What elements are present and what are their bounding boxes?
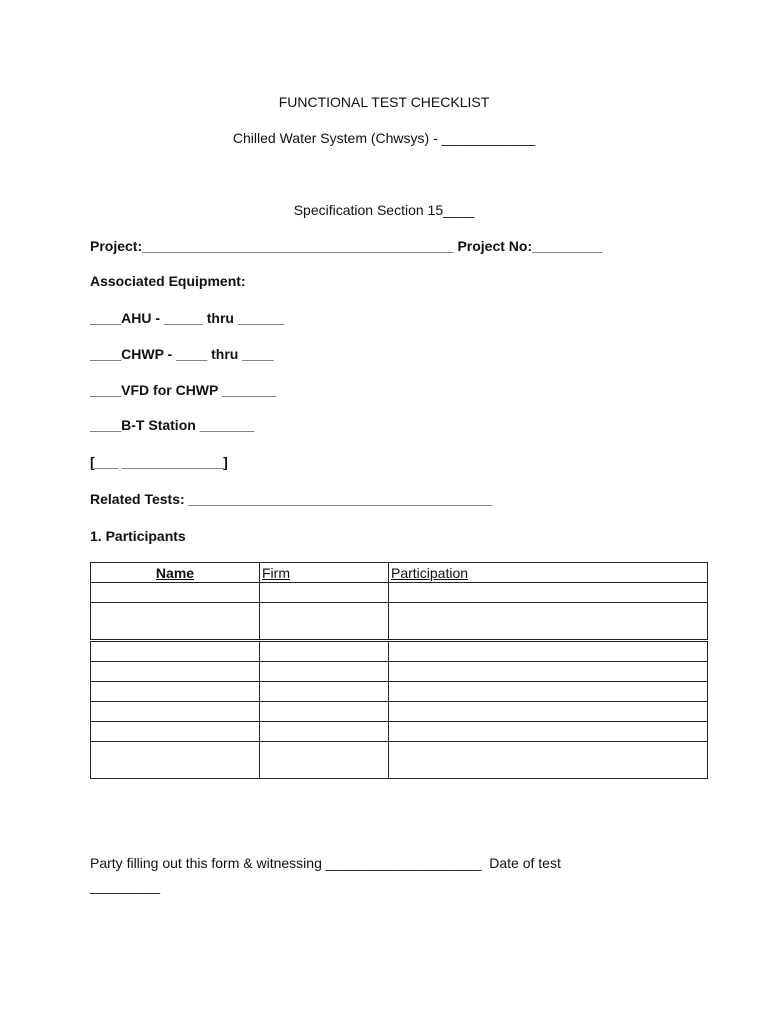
table-row — [91, 603, 708, 641]
equipment-bt-station: ____B-T Station _______ — [90, 417, 255, 433]
firm-cell[interactable] — [260, 702, 389, 722]
associated-equipment-label: Associated Equipment: — [90, 273, 246, 289]
header-participation: Participation — [389, 563, 708, 583]
footer-line-2: _________ — [90, 878, 161, 894]
firm-cell[interactable] — [260, 682, 389, 702]
participation-cell[interactable] — [389, 662, 708, 682]
name-cell[interactable] — [91, 662, 260, 682]
related-tests-line: Related Tests: _______________________________________ — [90, 491, 493, 507]
equipment-other: [___ _____________] — [90, 454, 228, 470]
participation-cell[interactable] — [389, 702, 708, 722]
participants-table — [90, 562, 708, 779]
name-cell[interactable] — [91, 603, 260, 641]
table-row — [91, 722, 708, 742]
participation-cell[interactable] — [389, 722, 708, 742]
table-row — [91, 662, 708, 682]
document-title: FUNCTIONAL TEST CHECKLIST — [278, 94, 490, 110]
footer-line-1: Party filling out this form & witnessing ____________________ Date of test — [90, 855, 561, 871]
table-row — [91, 682, 708, 702]
footer-witness — [90, 852, 650, 898]
firm-cell[interactable] — [260, 722, 389, 742]
table-row — [91, 702, 708, 722]
table-row — [91, 641, 708, 662]
participation-cell[interactable] — [389, 583, 708, 603]
header-firm: Firm — [260, 563, 389, 583]
equipment-vfd: ____VFD for CHWP _______ — [90, 382, 277, 398]
participation-cell[interactable] — [389, 641, 708, 662]
name-cell[interactable] — [91, 722, 260, 742]
firm-cell[interactable] — [260, 583, 389, 603]
name-cell[interactable] — [91, 742, 260, 779]
table-row — [91, 742, 708, 779]
specification-section: Specification Section 15____ — [293, 202, 475, 218]
table-header-row — [91, 563, 708, 583]
participants-heading: 1. Participants — [90, 528, 186, 544]
name-cell[interactable] — [91, 682, 260, 702]
participation-cell[interactable] — [389, 603, 708, 641]
firm-cell[interactable] — [260, 742, 389, 779]
name-cell[interactable] — [91, 702, 260, 722]
system-subtitle: Chilled Water System (Chwsys) - ____________ — [232, 130, 536, 146]
name-cell[interactable] — [91, 583, 260, 603]
firm-cell[interactable] — [260, 603, 389, 641]
participation-cell[interactable] — [389, 742, 708, 779]
participation-cell[interactable] — [389, 682, 708, 702]
table-row — [91, 583, 708, 603]
firm-cell[interactable] — [260, 641, 389, 662]
equipment-ahu: ____AHU - _____ thru ______ — [90, 310, 285, 326]
name-cell[interactable] — [91, 641, 260, 662]
header-name: Name — [91, 563, 260, 583]
project-line: Project:________________________________________ Project No:_________ — [90, 238, 603, 254]
equipment-chwp: ____CHWP - ____ thru ____ — [90, 346, 274, 362]
firm-cell[interactable] — [260, 662, 389, 682]
